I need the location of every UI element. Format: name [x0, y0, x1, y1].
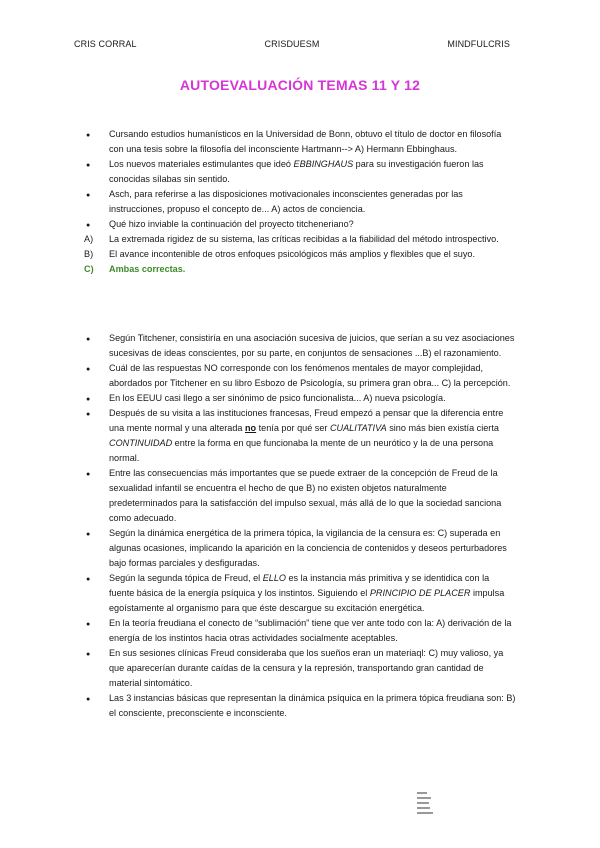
question-list-2	[84, 331, 516, 721]
list-item: En los EEUU casi llego a ser sinónimo de psico funcionalista... A) nueva psicología.	[109, 393, 446, 403]
option-a: A) La extremada rigidez de su sistema, las críticas recibidas a la fiabilidad del método introspectivo.	[84, 232, 516, 247]
page-title: AUTOEVALUACIÓN TEMAS 11 Y 12	[179, 77, 421, 93]
list-item: Los nuevos materiales estimulantes que ideó EBBINGHAUS para su investigación fueron las conocidas sílabas sin sentido.	[109, 159, 484, 184]
list-item: Cuál de las respuestas NO corresponde con los fenómenos mentales de mayor complejidad, abordados por Titchener en su libro Esbozo de Psicología, su primera gran obra... C) la percepción.	[109, 363, 511, 388]
list-item: Según Titchener, consistiría en una asociación sucesiva de juicios, que serían a su vez asociaciones sucesivas de ideas conscientes, por su parte, en conjuntos de sensaciones ...B) el razonamiento.	[109, 333, 515, 358]
option-c-correct: C) Ambas correctas.	[84, 262, 516, 277]
page-header	[74, 39, 510, 49]
header-center: CRISDUESM	[264, 39, 320, 49]
option-letter: A)	[84, 234, 94, 244]
list-item: Asch, para referirse a las disposiciones motivacionales inconscientes generadas por las instrucciones, propuso el concepto de... A) actos de conciencia.	[109, 189, 463, 214]
list-item: Después de su visita a las instituciones francesas, Freud empezó a pensar que la diferencia entre una mente normal y una alterada no tenía por qué ser CUALITATIVA sino más bien existía cierta CONTINUIDAD entre la forma en que funcionaba la mente de un neurótico y la de una persona normal.	[109, 408, 504, 463]
list-item: Qué hizo inviable la continuación del proyecto titchenerianο?	[109, 219, 354, 229]
stamp-icon	[415, 790, 439, 820]
list-item: Entre las consecuencias más importantes que se puede extraer de la concepción de Freud de la sexualidad infantil se encuentra el hecho de que B) no existen objetos naturalmente predeterminados para la satisfacción del impulso sexual, más allá de lo que la sociedad sanciona como adecuado.	[109, 468, 502, 523]
list-item: En la teoría freudiana el conecto de “sublimación” tiene que ver ante todo con la: A) derivación de la energía de los instintos hacia otras actividades socialmente aceptables.	[109, 618, 512, 643]
header-left: CRIS CORRAL	[74, 39, 137, 49]
question-list-1	[84, 127, 516, 277]
option-letter: C)	[84, 264, 94, 274]
header-right: MINDFULCRIS	[447, 39, 510, 49]
list-item: En sus sesiones clínicas Freud consideraba que los sueños eran un materiaql: C) muy valioso, ya que aparecerían durante caídas de la censura y la represión, transportando gran cantidad de material sintomático.	[109, 648, 504, 688]
list-item: Según la dinámica energética de la primera tópica, la vigilancia de la censura es: C) superada en algunas ocasiones, implicando la aparición en la conciencia de contenidos y deseos perturbadores bajo formas parciales y desfiguradas.	[109, 528, 507, 568]
list-item: Cursando estudios humanísticos en la Universidad de Bonn, obtuvo el título de doctor en filosofía con una tesis sobre la filosofía del inconsciente Hartmann--> A) Hermann Ebbinghaus.	[109, 129, 502, 154]
list-item: Según la segunda tópica de Freud, el ELLO es la instancia más primitiva y se identidica con la fuente básica de la energía psíquica y los instintos. Siguiendo el PRINCIPIO DE PLACER impulsa egoístamente al organismo para que éste descargue su excitación energética.	[109, 573, 505, 613]
option-b: B) El avance incontenible de otros enfoques psicológicos más amplios y flexibles que el suyo.	[84, 247, 516, 262]
list-item: Las 3 instancias básicas que representan la dinámica psíquica en la primera tópica freudiana son: B) el consciente, preconsciente e inconsciente.	[109, 693, 516, 718]
option-letter: B)	[84, 249, 94, 259]
footer-stamp	[415, 790, 445, 822]
